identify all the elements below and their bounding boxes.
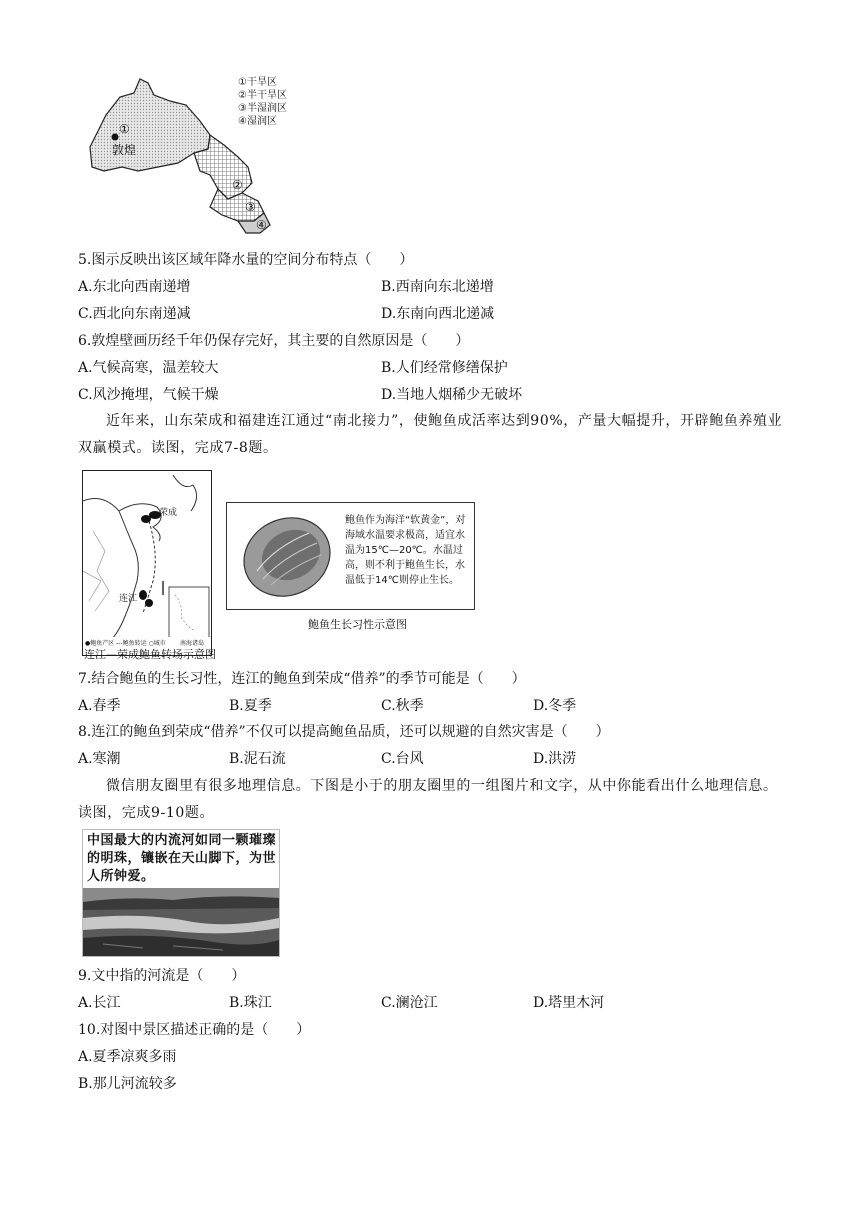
question-8-stem: 8.连江的鲍鱼到荣成“借养”不仅可以提高鲍鱼品质，还可以规避的自然灾害是（ ） (78, 724, 610, 740)
map-legend: ●鲍鱼产区 ---鲍鱼转运 ○城市 (85, 640, 166, 647)
q9-option-d[interactable]: D.塔里木河 (533, 995, 605, 1011)
moments-post-card (82, 829, 280, 957)
q8-option-b[interactable]: B.泥石流 (229, 751, 286, 767)
zone-marker-4: ④ (256, 218, 267, 232)
abalone-info-box (226, 502, 475, 610)
q5-option-d[interactable]: D.东南向西北递减 (381, 306, 495, 322)
q6-option-a[interactable]: A.气候高寒，温差较大 (78, 360, 219, 376)
q5-option-b[interactable]: B.西南向东北递增 (381, 279, 494, 295)
inset-label: 南海诸岛 (180, 640, 205, 647)
q6-option-b[interactable]: B.人们经常修缮保护 (381, 360, 508, 376)
intro-paragraph-7-8 (78, 408, 784, 462)
q7-option-d[interactable]: D.冬季 (533, 698, 577, 714)
q8-option-a[interactable]: A.寒潮 (78, 751, 121, 767)
legend-item: ④湿润区 (238, 116, 277, 127)
abalone-transfer-map (82, 470, 212, 656)
question-9-stem: 9.文中指的河流是（ ） (78, 968, 246, 984)
zone-marker-1: ① (119, 122, 130, 136)
q9-option-a[interactable]: A.长江 (78, 995, 121, 1011)
q5-option-c[interactable]: C.西北向东南递减 (78, 306, 191, 322)
legend-item: ①干旱区 (238, 77, 277, 88)
q10-option-a[interactable]: A.夏季凉爽多雨 (78, 1049, 177, 1065)
map-caption: 连江—荣成鲍鱼转场示意图 (84, 648, 216, 661)
intro-9-10-text: 微信朋友圈里有很多地理信息。下图是小于的朋友圈里的一组图片和文字，从中你能看出什么地理信息。读图，完成9-10题。 (78, 778, 778, 821)
q9-option-b[interactable]: B.珠江 (229, 995, 272, 1011)
abalone-habit-text: 鲍鱼作为海洋“软黄金”，对海域水温要求极高，适宜水温为15℃—20℃。水温过高，则不利于鲍鱼生长，水温低于14℃则停止生长。 (345, 515, 466, 586)
abalone-illustration (235, 511, 339, 601)
q8-option-d[interactable]: D.洪涝 (533, 751, 577, 767)
city-label-dunhuang: 敦煌 (112, 143, 137, 157)
map-legend (238, 76, 287, 128)
zone-marker-2: ② (232, 178, 243, 192)
legend-item: ②半干旱区 (238, 90, 287, 101)
intro-paragraph-9-10 (78, 773, 784, 827)
q7-option-a[interactable]: A.春季 (78, 698, 121, 714)
q9-option-c[interactable]: C.澜沧江 (381, 995, 438, 1011)
q7-option-c[interactable]: C.秋季 (381, 698, 424, 714)
river-landscape-photo (83, 888, 279, 956)
q5-option-a[interactable]: A.东北向西南递增 (78, 279, 191, 295)
q6-option-d[interactable]: D.当地人烟稀少无破坏 (381, 387, 523, 403)
moments-post-text: 中国最大的内流河如同一颗璀璨的明珠，镶嵌在天山脚下，为世人所钟爱。 (87, 833, 277, 884)
question-5-stem: 5.图示反映出该区域年降水量的空间分布特点（ ） (78, 252, 414, 268)
intro-7-8-text: 近年来，山东荣成和福建连江通过“南北接力”，使鲍鱼成活率达到90%，产量大幅提升，开辟鲍鱼养殖业双赢模式。读图，完成7-8题。 (78, 413, 783, 456)
zone-marker-3: ③ (245, 200, 256, 214)
question-10-stem: 10.对图中景区描述正确的是（ ） (78, 1022, 311, 1038)
question-6-stem: 6.敦煌壁画历经千年仍保存完好，其主要的自然原因是（ ） (78, 333, 470, 349)
legend-item: ③半湿润区 (238, 103, 287, 114)
q8-option-c[interactable]: C.台风 (381, 751, 424, 767)
map-label-rongcheng: 荣成 (159, 508, 178, 518)
abalone-caption: 鲍鱼生长习性示意图 (308, 618, 407, 631)
q7-option-b[interactable]: B.夏季 (229, 698, 272, 714)
q6-option-c[interactable]: C.风沙掩埋，气候干燥 (78, 387, 219, 403)
q10-option-b[interactable]: B.那儿河流较多 (78, 1076, 177, 1092)
map-label-lianjiang: 连江 (119, 594, 138, 604)
question-7-stem: 7.结合鲍鱼的生长习性，连江的鲍鱼到荣成“借养”的季节可能是（ ） (78, 671, 526, 687)
